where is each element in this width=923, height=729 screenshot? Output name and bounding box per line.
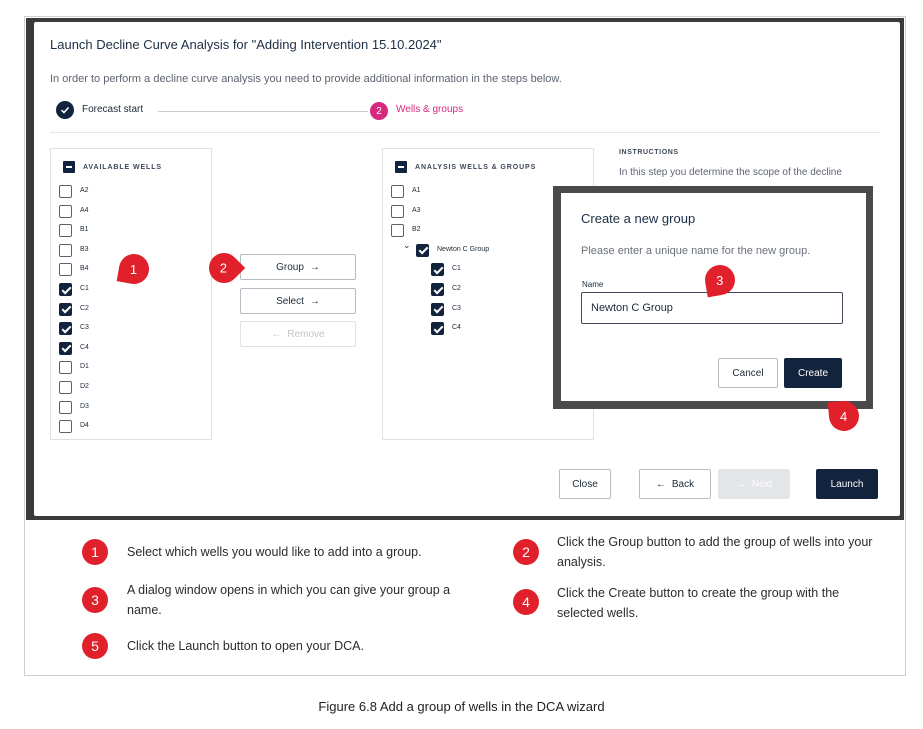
available-well-label: D2: [80, 383, 89, 390]
legend-number-5: 5: [82, 633, 108, 659]
callout-2: 2: [203, 247, 245, 289]
launch-button[interactable]: [816, 469, 878, 499]
group-button[interactable]: [240, 254, 356, 280]
legend-text-2: Click the Group button to add the group of wells into your analysis.: [557, 535, 873, 569]
divider: [50, 132, 880, 133]
available-well-label: B4: [80, 265, 89, 273]
arrow-right-icon: →: [309, 261, 320, 273]
available-well-label: D3: [80, 402, 89, 410]
analysis-well-checkbox[interactable]: [416, 244, 429, 257]
available-well-label: B1: [80, 226, 89, 234]
analysis-well-checkbox[interactable]: [431, 283, 444, 296]
chevron-down-icon[interactable]: ⌄: [403, 239, 411, 250]
step-connector: [158, 111, 368, 112]
legend-text-4: Click the Create button to create the group with the selected wells.: [557, 586, 840, 620]
available-well-label: C2: [80, 304, 89, 312]
cancel-button-label: Cancel: [732, 367, 764, 379]
arrow-right-icon: →: [735, 478, 746, 490]
available-well-checkbox[interactable]: [59, 361, 72, 374]
step-wells-groups: Wells & groups: [396, 104, 464, 115]
select-button-label: Select: [276, 295, 304, 307]
analysis-well-checkbox[interactable]: [391, 205, 404, 218]
available-well-checkbox[interactable]: [59, 205, 72, 218]
available-well-label: C1: [80, 285, 89, 292]
next-button[interactable]: [718, 469, 790, 499]
available-well-label: D1: [80, 363, 89, 371]
available-well-checkbox[interactable]: [59, 420, 72, 433]
arrow-left-icon: ←: [655, 478, 666, 490]
available-well-checkbox[interactable]: [59, 283, 72, 296]
callout-4: 4: [828, 400, 861, 433]
available-wells-header: AVAILABLE WELLS: [83, 163, 162, 171]
name-field-label: Name: [582, 280, 604, 289]
available-well-checkbox[interactable]: [59, 342, 72, 355]
back-button-label: Back: [671, 478, 695, 490]
legend-number-3: 3: [82, 587, 108, 613]
instructions-label: INSTRUCTIONS: [619, 149, 679, 156]
analysis-well-checkbox[interactable]: [431, 322, 444, 335]
launch-button-label: Launch: [830, 478, 864, 490]
analysis-well-label: A3: [412, 206, 421, 214]
step-complete-check-icon[interactable]: [56, 101, 74, 119]
group-button-label: Group: [276, 261, 304, 273]
select-all-available-checkbox[interactable]: [63, 161, 75, 173]
remove-button-label: Remove: [287, 328, 325, 340]
analysis-well-checkbox[interactable]: [431, 303, 444, 316]
dialog-title: Create a new group: [581, 211, 696, 226]
select-button[interactable]: [240, 288, 356, 314]
analysis-well-label: C2: [452, 285, 461, 292]
close-button-label: Close: [572, 478, 598, 490]
analysis-well-label: B2: [412, 226, 421, 234]
cancel-button[interactable]: [718, 358, 778, 388]
legend-text-1: Select which wells you would like to add into a group.: [127, 545, 422, 559]
analysis-well-checkbox[interactable]: [431, 263, 444, 276]
group-name-input[interactable]: [581, 292, 843, 324]
step-2-number: 2: [370, 102, 388, 120]
analysis-well-checkbox[interactable]: [391, 224, 404, 237]
legend-number-1: 1: [82, 539, 108, 565]
create-group-dialog: [561, 193, 866, 401]
arrow-right-icon: →: [309, 295, 320, 307]
wizard-description: In order to perform a decline curve analysis you need to provide additional information in the steps below.: [50, 73, 562, 85]
available-well-checkbox[interactable]: [59, 224, 72, 237]
callout-1: 1: [117, 252, 152, 287]
available-well-label: B3: [80, 245, 89, 253]
available-well-checkbox[interactable]: [59, 244, 72, 257]
analysis-well-label: C3: [452, 304, 461, 312]
analysis-well-label: C1: [452, 265, 461, 273]
available-well-checkbox[interactable]: [59, 322, 72, 335]
available-well-checkbox[interactable]: [59, 185, 72, 198]
analysis-well-label: A1: [412, 187, 421, 194]
analysis-well-checkbox[interactable]: [391, 185, 404, 198]
close-button[interactable]: [559, 469, 611, 499]
available-well-label: C4: [80, 343, 89, 351]
analysis-wells-header: ANALYSIS WELLS & GROUPS: [415, 163, 537, 171]
available-well-checkbox[interactable]: [59, 401, 72, 414]
available-wells-panel: [50, 148, 212, 440]
instructions-text: In this step you determine the scope of the decline: [619, 167, 842, 178]
callout-3: 3: [703, 263, 738, 298]
next-button-label: Next: [751, 478, 773, 490]
legend-number-2: 2: [513, 539, 539, 565]
back-button[interactable]: [639, 469, 711, 499]
legend-text-3: A dialog window opens in which you can give your group a name.: [127, 583, 451, 617]
create-button[interactable]: [784, 358, 842, 388]
analysis-well-label: Newton C Group: [437, 245, 490, 253]
step-forecast-start[interactable]: Forecast start: [82, 104, 144, 115]
available-well-label: A4: [80, 206, 89, 214]
analysis-well-label: C4: [452, 324, 461, 332]
available-well-checkbox[interactable]: [59, 303, 72, 316]
available-well-label: D4: [80, 422, 89, 430]
available-well-checkbox[interactable]: [59, 263, 72, 276]
dialog-description: Please enter a unique name for the new group.: [581, 245, 811, 257]
wizard-title: Launch Decline Curve Analysis for "Adding Intervention 15.10.2024": [50, 37, 442, 52]
legend-number-4: 4: [513, 589, 539, 615]
remove-button[interactable]: [240, 321, 356, 347]
create-button-label: Create: [797, 367, 828, 379]
available-well-checkbox[interactable]: [59, 381, 72, 394]
available-well-label: A2: [80, 187, 89, 194]
arrow-left-icon: ←: [271, 328, 282, 340]
legend-text-5: Click the Launch button to open your DCA.: [127, 639, 364, 653]
figure-caption: Figure 6.8 Add a group of wells in the DCA wizard: [318, 699, 605, 714]
select-all-analysis-checkbox[interactable]: [395, 161, 407, 173]
available-well-label: C3: [80, 324, 89, 332]
